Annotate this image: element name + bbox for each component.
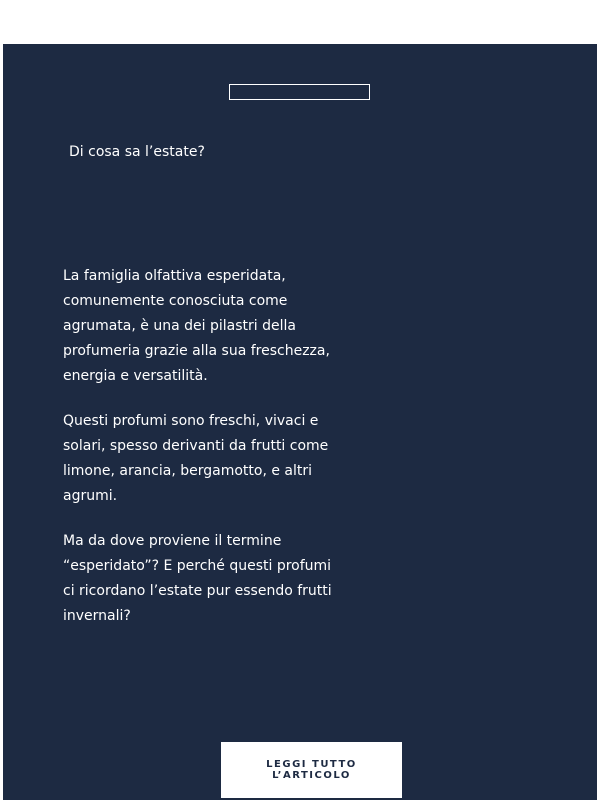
article-paragraph: La famiglia olfattiva esperidata, comunemente conosciuta come agrumata, è una dei pilastri della profumeria grazie alla sua freschezza, energia e versatilità. — [63, 268, 330, 384]
read-full-article-button[interactable]: LEGGI TUTTO L’ARTICOLO — [221, 742, 402, 798]
article-card — [3, 44, 597, 800]
article-paragraph: Questi profumi sono freschi, vivaci e solari, spesso derivanti da frutti come limone, arancia, bergamotto, e altri agrumi. — [63, 413, 329, 504]
article-body — [63, 264, 333, 649]
article-headline: Di cosa sa l’estate? — [69, 144, 205, 160]
logo-placeholder — [229, 84, 370, 100]
article-paragraph: Ma da dove proviene il termine “esperidato”? E perché questi profumi ci ricordano l’estate pur essendo frutti invernali? — [63, 533, 332, 624]
